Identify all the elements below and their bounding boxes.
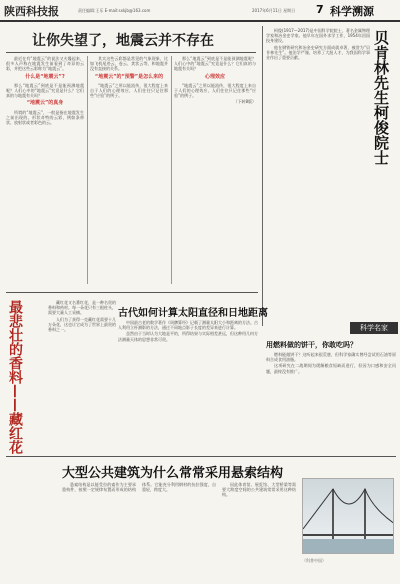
story4-title: 古代如何计算太阳直径和日地距离 xyxy=(118,308,268,319)
story4-para: 中国最古老的数学著作《周髀算经》记载了测量太阳大小和距离的方法。古人利用立杆测影的方法，通过不同地点影子长度的差异来进行计算。 xyxy=(118,320,258,331)
story2-title xyxy=(372,30,396,320)
story5-body xyxy=(266,352,396,452)
story1-para: 那么“地震云”到底是不是能预测地震呢？人们心中的“地震云”究竟是什么？它们真的与地震有关吗？ xyxy=(174,56,256,72)
story1-para: 所谓的“地震云”，一般是指在地震发生之前出现的、形状奇特的云彩，例如条带状、放射状或者彩色的云。 xyxy=(6,109,84,126)
story2-para: 柯俊(1917—2017)是中国科学院院士，著名金属物理学家和冶金史学家。他早年在国外求学工作，1954年回国投身建设。 xyxy=(266,28,370,44)
story1-box4-head: “地震云”的“预警”是怎么来的 xyxy=(94,73,164,80)
story1-box1-head: 什么是“地震云”? xyxy=(25,73,65,80)
right-divider xyxy=(262,26,263,326)
story2-para: 他在钢铁研究和冶金史研究方面成就卓著，被誉为“贝肯林先生”。他治学严谨，培养了大批人才，为我国科学事业作出了重要贡献。 xyxy=(266,44,370,61)
story1-col3 xyxy=(174,56,256,286)
story2-footer: 科学名家 xyxy=(350,322,398,334)
story1-col2 xyxy=(90,56,168,286)
story1-page-ref: （下转8版） xyxy=(233,99,256,105)
story5-para: 这项研究在二战期间为缓解粮食短缺而进行，但因为口感和安全问题，最终没有推广。 xyxy=(266,363,396,374)
story3-title xyxy=(6,300,30,460)
story1-para: 那么“地震云”到底是不是能预测地震呢？人们心中的“地震云”究竟是什么？它们真的与地震有关吗？ xyxy=(6,82,84,99)
story4-para: 虽然由于当时认为大地是平的，所得结果与实际相差甚远，但这种用几何方法测量天体的思想非常可贵。 xyxy=(118,331,258,342)
story5-title: 用燃料做的饼干，你敢吃吗？ xyxy=(266,341,357,349)
story1-box3-head: 心理效应 xyxy=(204,73,225,80)
masthead-info: 责任编辑:王乐 E-mail:sxkjb@163.com xyxy=(78,8,151,13)
story3-body xyxy=(48,300,116,450)
story6-title: 大型公共建筑为什么常常采用悬索结构 xyxy=(62,466,284,481)
story1-col-divider xyxy=(171,56,172,284)
story3-title-text: 最悲壮的香料——藏红花 xyxy=(7,300,23,454)
story3-para: 人们为了获得一克藏红花需要十几万朵花，这也让它成为了世界上最贵的香料之一。 xyxy=(48,316,116,333)
story4-body xyxy=(118,320,258,450)
section-title: 科学溯源 xyxy=(330,5,374,18)
masthead xyxy=(0,0,400,22)
story3-para: 藏红花又名番红花，是一种名贵的香料和药材。每一朵花只有三根柱头，需要大量人工采摘。 xyxy=(48,300,116,316)
masthead-date: 2017年6月11日 星期日 xyxy=(252,8,296,13)
story1-box2-head: “地震云”的真身 xyxy=(26,100,64,107)
story1-para: “地震云”之所以能流传，很大程度上来自于人们的心理效应，人们往往只记住那些“应验”的例子。 xyxy=(90,82,168,99)
story1-para: 最近在有“地震云”的说法又火爆起来，很多人声称在地震发生前看到了奇异的云彩，并把这些云彩称为“地震云”。 xyxy=(6,56,84,72)
story6-para: 因此体育馆、展览馆、大型桥梁等需要大跨度空间的公共建筑常常采用这种结构。 xyxy=(222,482,296,498)
page-number: 7 xyxy=(316,3,324,16)
story1-col1 xyxy=(6,56,84,286)
story6-body xyxy=(62,482,296,578)
story2-body xyxy=(266,28,370,318)
story1-title: 让你失望了，地震云并不存在 xyxy=(32,33,214,49)
story1-col-divider xyxy=(87,56,88,284)
story6-caption: （科普中国） xyxy=(302,558,326,563)
bridge-photo xyxy=(302,478,394,554)
story2-title-text: 贝肯林先生柯俊院士 xyxy=(372,30,390,165)
bottom-rule xyxy=(6,456,396,457)
story6-para: 悬索结构是以能受拉的索作为主要承重构件，按照一定规律布置而形成的结构体系。它能充分利用钢材的抗拉强度，自重轻，跨度大。 xyxy=(62,482,216,493)
story1-para: “地震云”之所以能流传，很大程度上来自于人们的心理效应，人们往往只记住那些“应验”的例子。 xyxy=(174,82,256,99)
story1-rule xyxy=(6,52,256,53)
story1-para: 其实这些云彩都是常见的气象现象，比如飞机尾迹云、卷云、荚状云等，和地震并没有直接的关系。 xyxy=(90,56,168,72)
section-rule xyxy=(6,292,258,293)
story5-para: 燃料能做饼干？这听起来很荒唐，但科学家确实曾经尝试用石油等原料合成食用油脂。 xyxy=(266,352,396,363)
masthead-logo: 陕西科技报 xyxy=(4,5,59,18)
bridge-illustration xyxy=(303,479,394,554)
